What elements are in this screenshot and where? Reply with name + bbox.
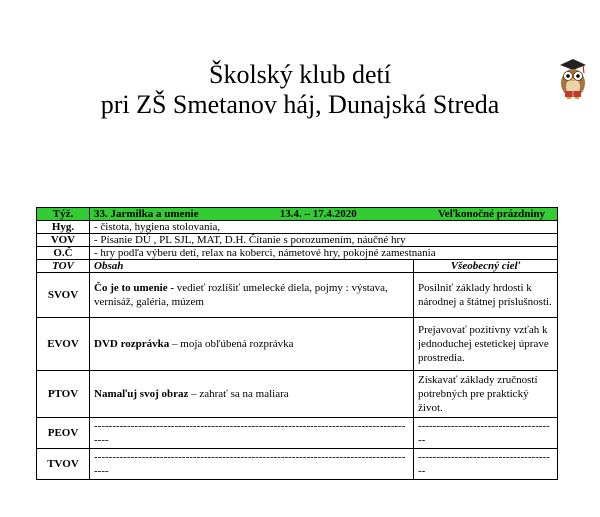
row-label: SVOV [37,273,90,318]
row-content [90,273,414,318]
column-header-tov: TOV [37,260,90,273]
page-subtitle: pri ZŠ Smetanov háj, Dunajská Streda [100,90,500,119]
row-content-text: vedieť rozlíšiť umelecké diela, pojmy : výstava, vernisáž, galéria, múzem [94,282,388,308]
schedule-table [36,207,558,480]
week-dates: 13.4. – 17.4.2020 [279,208,357,220]
row-goal: Získavať základy zručností potrebných pre praktický život. [414,371,558,418]
info-row-hyg [37,221,558,234]
row-goal: Posilniť základy hrdosti k národnej a štátnej príslušnosti. [414,273,558,318]
table-row [37,273,558,318]
row-content-bold: DVD rozprávka [94,338,170,350]
owl-scholar-icon [556,56,590,100]
info-text: - Písanie DÚ , PL SJL, MAT, D.H. Čítanie s porozumením, náučné hry [90,234,558,247]
week-theme: 33. Jarmilka a umenie [94,208,199,220]
row-label: EVOV [37,318,90,371]
row-content [90,318,414,371]
row-content-bold: Namaľuj svoj obraz [94,388,189,400]
row-label: PTOV [37,371,90,418]
info-label: O.Č [37,247,90,260]
column-header-goal: Všeobecný cieľ [414,260,558,273]
table-row [37,418,558,449]
row-goal: -------------------------------------- [414,449,558,480]
row-content-bold: Čo je to umenie - [94,282,177,294]
table-row [37,371,558,418]
info-row-oc [37,247,558,260]
column-header-content: Obsah [90,260,414,273]
row-content-text: ----------------------------------------------------------------------------------------- [90,418,414,449]
row-label: PEOV [37,418,90,449]
page-title: Školský klub detí [208,60,391,89]
week-info [90,208,558,221]
table-row [37,318,558,371]
table-row [37,449,558,480]
row-content-text: – zahrať sa na maliara [188,388,289,400]
row-content-text: ----------------------------------------------------------------------------------------- [90,449,414,480]
week-label: Týž. [37,208,90,221]
week-holiday: Veľkonočné prázdniny [437,208,546,220]
info-label: Hyg. [37,221,90,234]
row-goal: Prejavovať pozitívny vzťah k jednoduchej estetickej úprave prostredia. [414,318,558,371]
info-text: - hry podľa výberu detí, relax na koberci, námetové hry, pokojné zamestnania [90,247,558,260]
week-header-row [37,208,558,221]
row-content-text: – moja obľúbená rozprávka [169,338,294,350]
column-header-row [37,260,558,273]
row-content [90,371,414,418]
info-label: VOV [37,234,90,247]
info-text: - čistota, hygiena stolovania, [90,221,558,234]
row-goal: -------------------------------------- [414,418,558,449]
row-label: TVOV [37,449,90,480]
info-row-vov [37,234,558,247]
